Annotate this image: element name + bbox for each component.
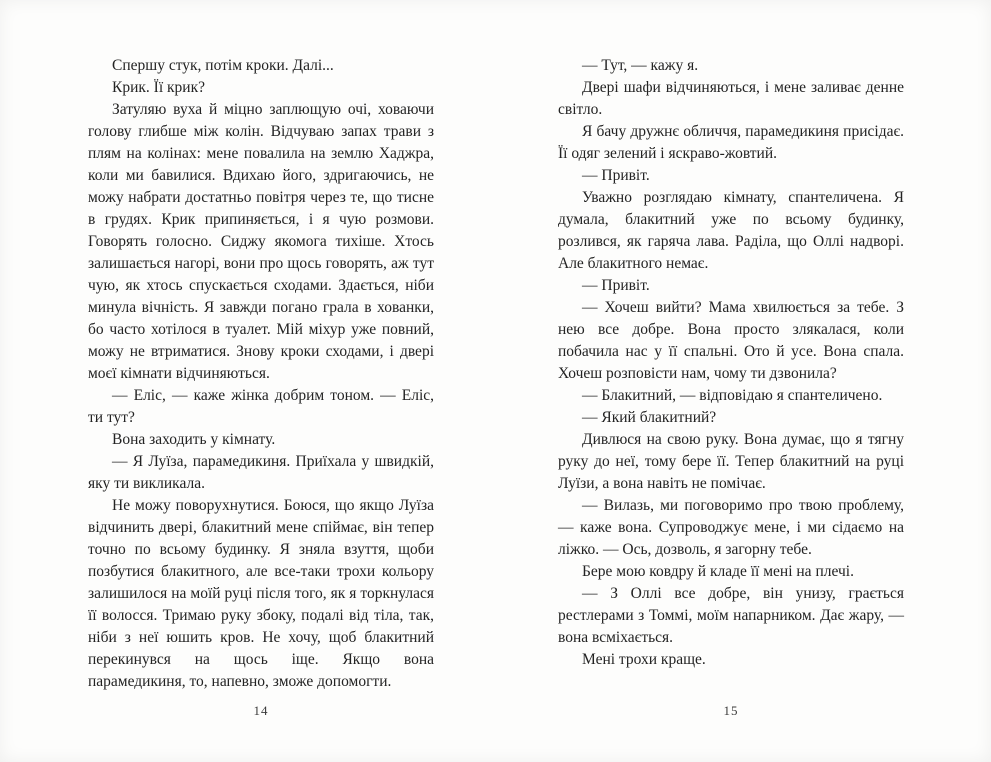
paragraph: Не можу поворухнутися. Боюся, що якщо Луїза відчинить двері, блакитний мене спіймає, він тепер точно по всьому будинку. Я зняла взуття, щоби позбутися блакитного, але все-таки трохи кольору залишилося на моїй руці після того, як я торкнулася її волосся. Тримаю руку збоку, подалі від тіла, так, ніби з неї юшить кров. Не хочу, щоб блакитний перекинувся на щось іще. Якщо вона парамедикиня, то, напевно, зможе допомогти. xyxy=(88,497,434,690)
paragraph: Я бачу дружнє обличчя, парамедикиня присідає. Її одяг зелений і яскраво-жовтий. xyxy=(558,123,904,162)
page-number-right: 15 xyxy=(723,703,739,718)
paragraph: — Привіт. xyxy=(582,167,650,184)
paragraph: Вона заходить у кімнату. xyxy=(112,431,276,448)
page-number-left: 14 xyxy=(253,703,269,718)
paragraph: Спершу стук, потім кроки. Далі... xyxy=(112,57,334,74)
paragraph: Уважно розглядаю кімнату, спантеличена. Я думала, блакитний уже по всьому будинку, розлився, як гаряча лава. Раділа, що Оллі надворі. Але блакитного немає. xyxy=(558,189,904,272)
page-right-text xyxy=(558,55,904,671)
paragraph: — Еліс, — каже жінка добрим тоном. — Еліс, ти тут? xyxy=(88,387,434,426)
paragraph: Крик. Її крик? xyxy=(112,79,205,96)
page-left-text xyxy=(88,55,434,693)
paragraph: Двері шафи відчиняються, і мене заливає денне світло. xyxy=(558,79,904,118)
paragraph: — Вилазь, ми поговоримо про твою проблему, — каже вона. Супроводжує мене, і ми сідаємо на ліжко. — Ось, дозволь, я загорну тебе. xyxy=(558,497,904,558)
paragraph: — З Оллі все добре, він унизу, грається рестлерами з Томмі, моїм напарником. Дає жару, — вона всміхається. xyxy=(558,585,904,646)
paragraph: — Привіт. xyxy=(582,277,650,294)
paragraph: Мені трохи краще. xyxy=(582,651,706,668)
paragraph: — Який блакитний? xyxy=(582,409,717,426)
paragraph: — Хочеш вийти? Мама хвилюється за тебе. З нею все добре. Вона просто злякалася, коли побачила нас у її спальні. Ото й усе. Вона спала. Хочеш розповісти нам, чому ти дзвонила? xyxy=(558,299,904,382)
paragraph: — Я Луїза, парамедикиня. Приїхала у швидкій, яку ти викликала. xyxy=(88,453,434,492)
paragraph: Бере мою ковдру й кладе її мені на плечі. xyxy=(582,563,854,580)
paragraph: — Тут, — кажу я. xyxy=(582,57,699,74)
paragraph: — Блакитний, — відповідаю я спантеличено. xyxy=(582,387,883,404)
paragraph: Дивлюся на свою руку. Вона думає, що я тягну руку до неї, тому бере її. Тепер блакитний на руці Луїзи, а вона навіть не помічає. xyxy=(558,431,904,492)
paragraph: Затуляю вуха й міцно заплющую очі, ховаючи голову глибше між колін. Відчуваю запах трави з плям на колінах: мене повалила на землю Хаджра, коли ми бавилися. Вдихаю його, здригаючись, не можу набрати достатньо повітря через те, що тисне в грудях. Крик припиняється, і я чую розмови. Говорять голосно. Сиджу якомога тихіше. Хтось залишається нагорі, вони про щось говорять, аж тут чую, як хтось спускається сходами. Здається, ніби минула вічність. Я завжди погано грала в хованки, бо часто хотілося в туалет. Мій міхур уже повний, можу не втриматися. Знову кроки сходами, і двері моєї кімнати відчиняються. xyxy=(88,101,434,382)
